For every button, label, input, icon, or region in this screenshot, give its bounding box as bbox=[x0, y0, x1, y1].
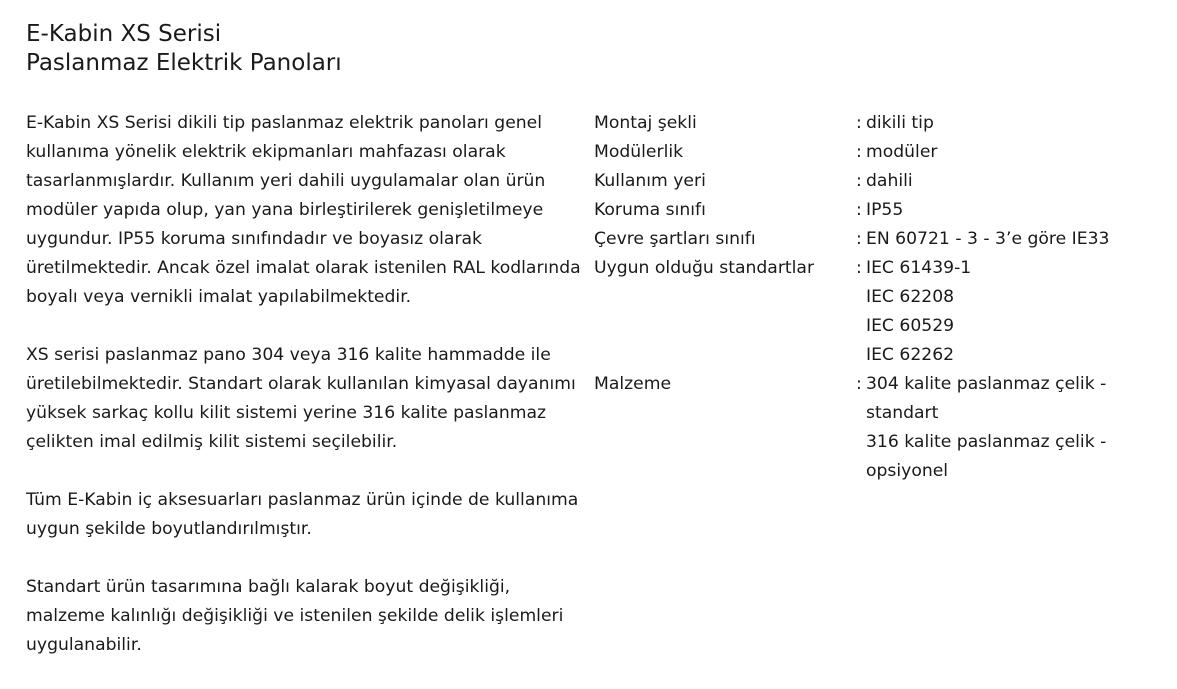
spec-label: Malzeme bbox=[594, 374, 672, 394]
spec-colon: : bbox=[856, 142, 862, 162]
text-line: E-Kabin XS Serisi dikili tip paslanmaz elektrik panoları genel bbox=[26, 113, 543, 133]
description bbox=[26, 109, 581, 689]
text-line: malzeme kalınlığı değişikliği ve istenilen şekilde delik işlemleri bbox=[26, 606, 564, 626]
text-line: kullanıma yönelik elektrik ekipmanları mahfazası olarak bbox=[26, 142, 506, 162]
spec-colon: : bbox=[856, 258, 862, 278]
page-title bbox=[26, 20, 342, 78]
spec-values bbox=[866, 254, 1154, 370]
spec-value: IEC 62208 bbox=[866, 287, 955, 307]
spec-value: IEC 62262 bbox=[866, 345, 955, 365]
spec-values bbox=[866, 370, 1154, 486]
spec-table bbox=[594, 109, 1154, 486]
spec-values bbox=[866, 109, 1154, 138]
spec-row-material bbox=[594, 370, 1154, 486]
spec-values bbox=[866, 196, 1154, 225]
description-paragraph bbox=[26, 486, 579, 544]
spec-label: Koruma sınıfı bbox=[594, 200, 706, 220]
description-paragraph bbox=[26, 573, 566, 660]
spec-row-protection bbox=[594, 196, 1154, 225]
text-line: modüler yapıda olup, yan yana birleştirilerek genişletilmeye bbox=[26, 200, 544, 220]
spec-values bbox=[866, 138, 1154, 167]
spec-value: IEC 60529 bbox=[866, 316, 955, 336]
spec-row-mounting bbox=[594, 109, 1154, 138]
spec-row-modularity bbox=[594, 138, 1154, 167]
spec-label: Kullanım yeri bbox=[594, 171, 706, 191]
spec-colon: : bbox=[856, 113, 862, 133]
spec-row-usage bbox=[594, 167, 1154, 196]
spec-label: Çevre şartları sınıfı bbox=[594, 229, 756, 249]
spec-value: 304 kalite paslanmaz çelik - bbox=[866, 374, 1107, 394]
text-line: uygulanabilir. bbox=[26, 635, 142, 655]
spec-label: Uygun olduğu standartlar bbox=[594, 258, 815, 278]
text-line: çelikten imal edilmiş kilit sistemi seçilebilir. bbox=[26, 432, 398, 452]
description-paragraph bbox=[26, 109, 581, 312]
spec-row-standards bbox=[594, 254, 1154, 370]
spec-value: EN 60721 - 3 - 3’e göre IE33 bbox=[866, 229, 1110, 249]
spec-value: IEC 61439-1 bbox=[866, 258, 972, 278]
text-line: boyalı veya vernikli imalat yapılabilmektedir. bbox=[26, 287, 412, 307]
title-line-2: Paslanmaz Elektrik Panoları bbox=[26, 50, 342, 76]
spec-label: Montaj şekli bbox=[594, 113, 697, 133]
spec-colon: : bbox=[856, 171, 862, 191]
spec-values bbox=[866, 225, 1154, 254]
spec-value: modüler bbox=[866, 142, 938, 162]
text-line: Tüm E-Kabin iç aksesuarları paslanmaz ürün içinde de kullanıma bbox=[26, 490, 579, 510]
spec-value: dahili bbox=[866, 171, 913, 191]
spec-value: 316 kalite paslanmaz çelik - bbox=[866, 432, 1107, 452]
description-paragraph bbox=[26, 341, 576, 457]
text-line: uygun şekilde boyutlandırılmıştır. bbox=[26, 519, 312, 539]
text-line: XS serisi paslanmaz pano 304 veya 316 kalite hammadde ile bbox=[26, 345, 551, 365]
text-line: uygundur. IP55 koruma sınıfındadır ve boyasız olarak bbox=[26, 229, 483, 249]
text-line: üretilmektedir. Ancak özel imalat olarak istenilen RAL kodlarında bbox=[26, 258, 581, 278]
spec-value: IP55 bbox=[866, 200, 904, 220]
spec-value: opsiyonel bbox=[866, 461, 949, 481]
spec-colon: : bbox=[856, 374, 862, 394]
text-line: tasarlanmışlardır. Kullanım yeri dahili uygulamalar olan ürün bbox=[26, 171, 546, 191]
spec-value: standart bbox=[866, 403, 939, 423]
spec-row-environment bbox=[594, 225, 1154, 254]
spec-colon: : bbox=[856, 200, 862, 220]
title-line-1: E-Kabin XS Serisi bbox=[26, 21, 222, 47]
spec-values bbox=[866, 167, 1154, 196]
spec-label: Modülerlik bbox=[594, 142, 684, 162]
text-line: Standart ürün tasarımına bağlı kalarak boyut değişikliği, bbox=[26, 577, 511, 597]
text-line: üretilebilmektedir. Standart olarak kullanılan kimyasal dayanımı bbox=[26, 374, 576, 394]
spec-colon: : bbox=[856, 229, 862, 249]
spec-value: dikili tip bbox=[866, 113, 934, 133]
text-line: yüksek sarkaç kollu kilit sistemi yerine 316 kalite paslanmaz bbox=[26, 403, 547, 423]
